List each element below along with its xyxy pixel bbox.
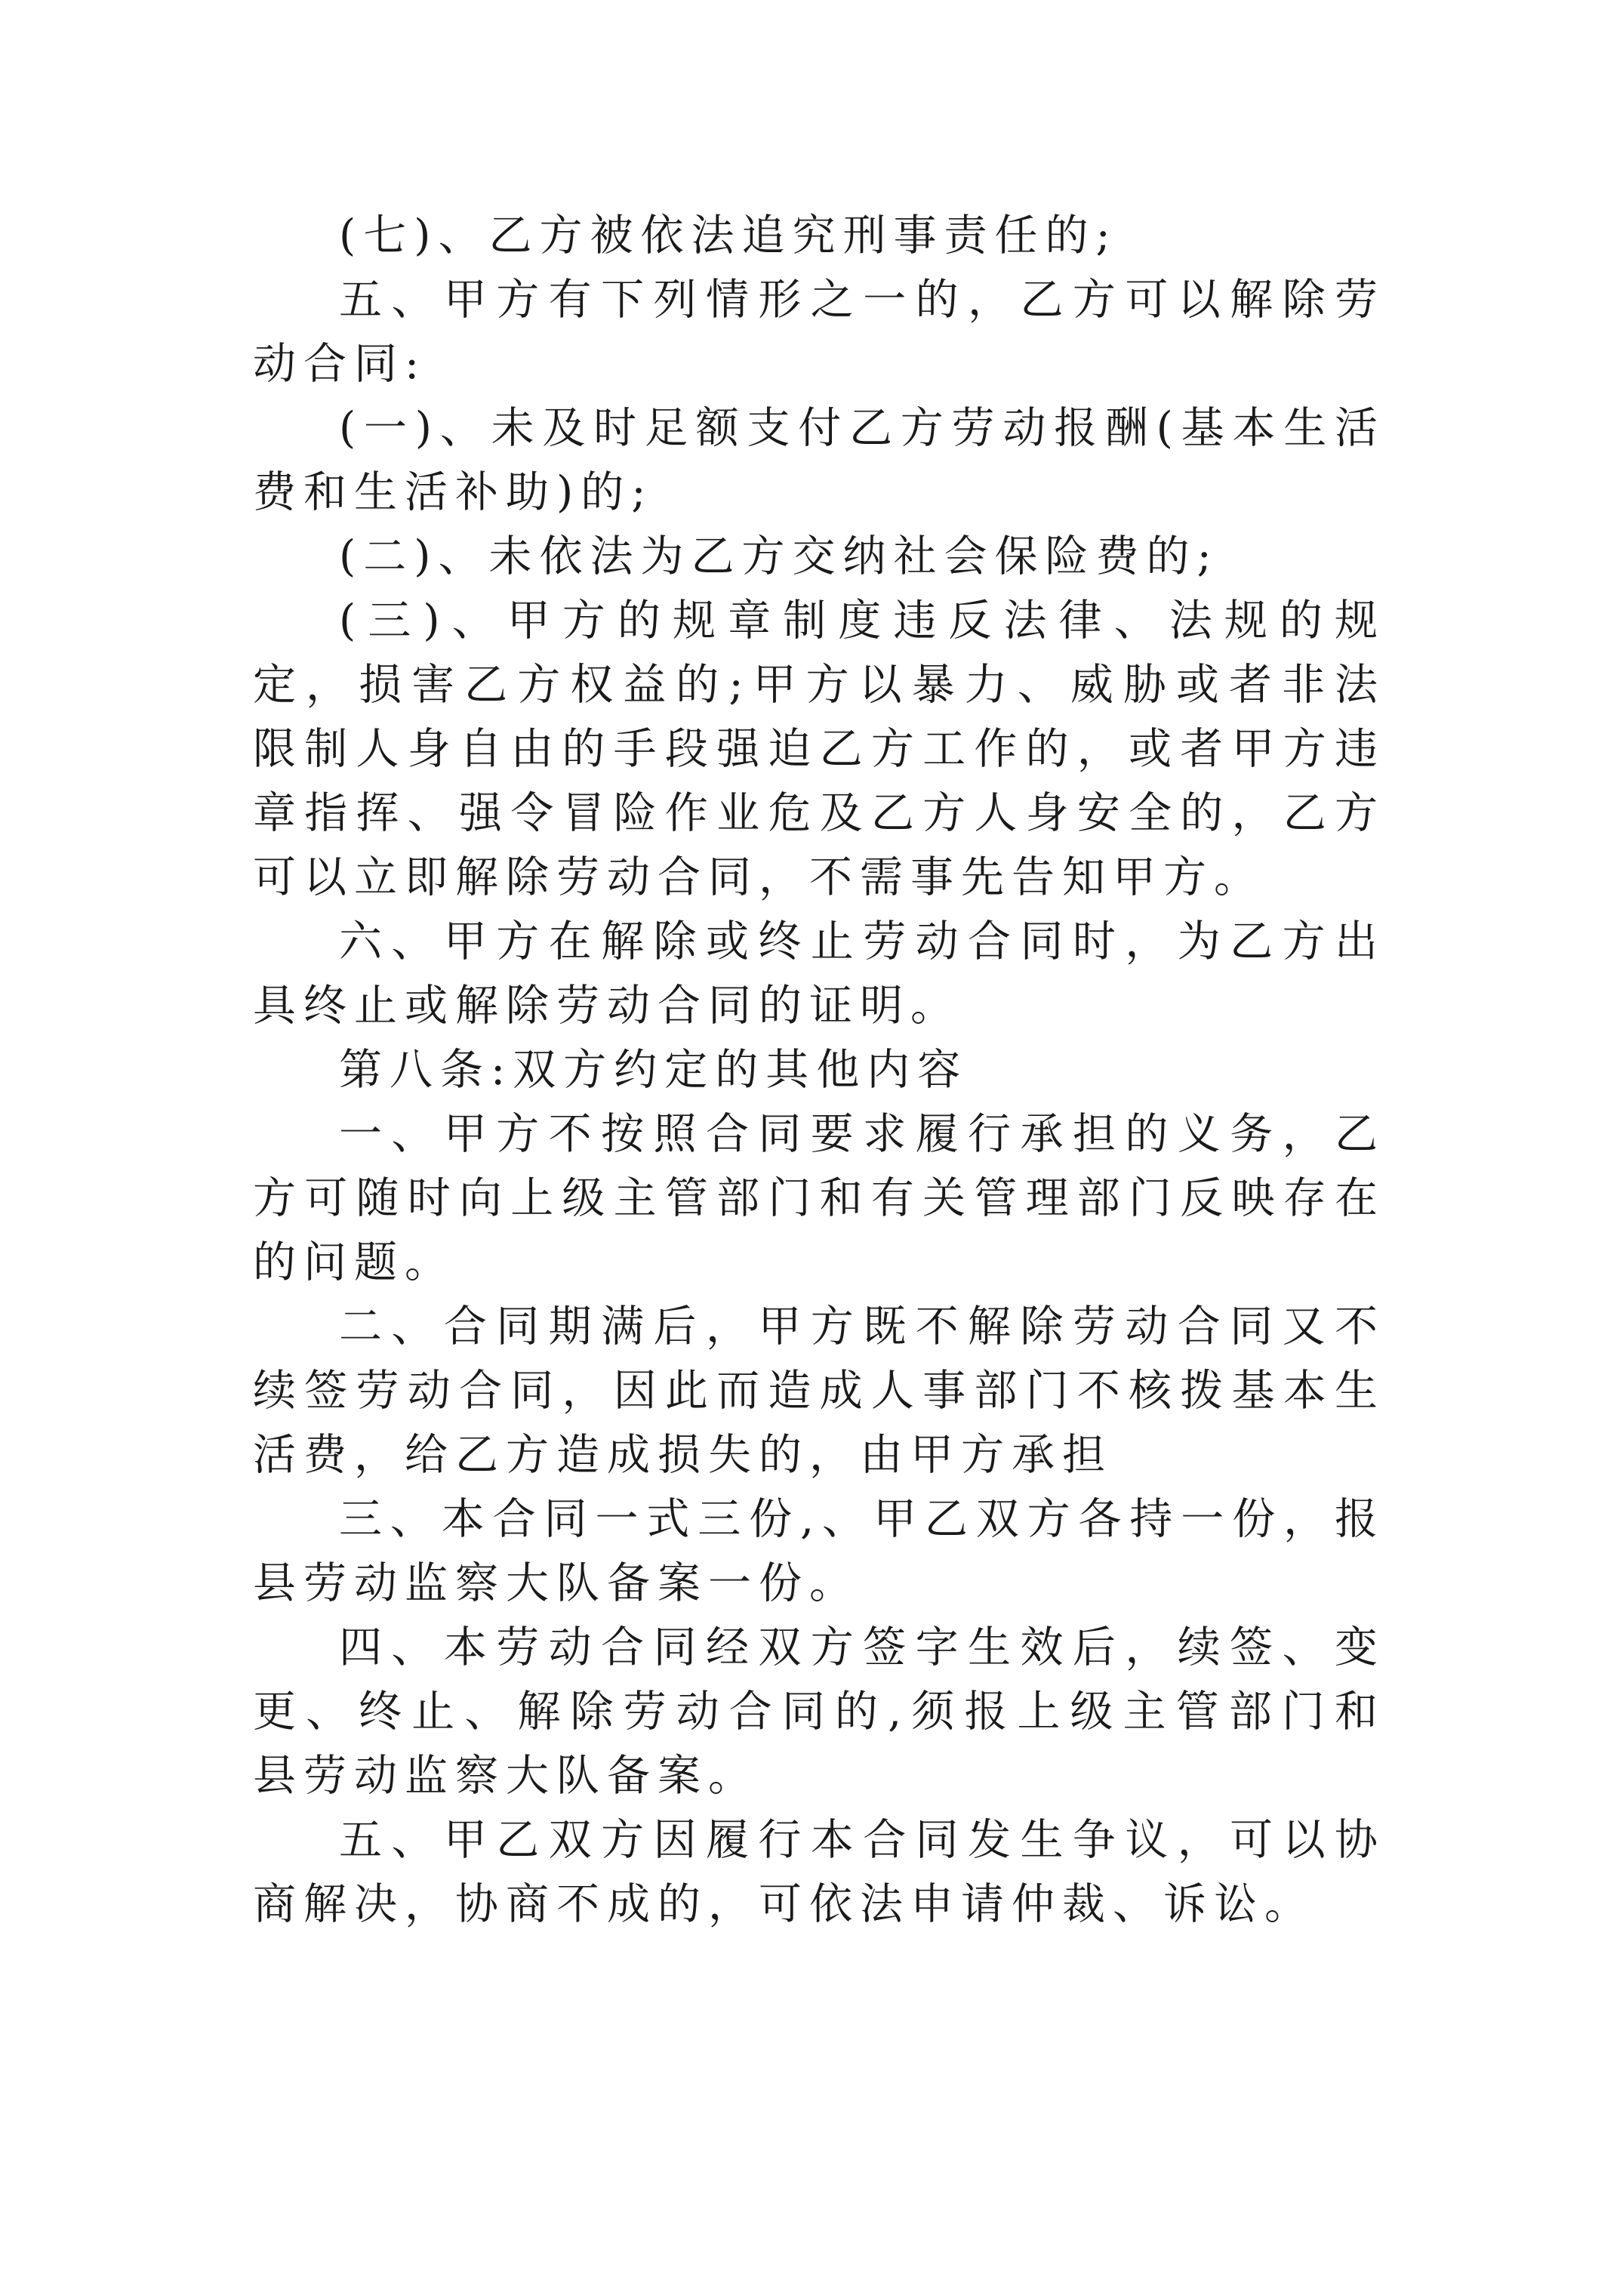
paragraph-article-8-3: 三、本合同一式三份,、甲乙双方各持一份，报县劳动监察大队备案一份。 (253, 1494, 1385, 1608)
paragraph-article-8-4: 四、本劳动合同经双方签字生效后，续签、变更、终止、解除劳动合同的,须报上级主管部门和县劳动监察大队备案。 (253, 1623, 1385, 1801)
paragraph-article-8-5: 五、甲乙双方因履行本合同发生争议，可以协商解决，协商不成的，可依法申请仲裁、诉讼。 (253, 1815, 1385, 1929)
paragraph-clause-5-1: (一)、未及时足额支付乙方劳动报酬(基本生活费和生活补助)的; (253, 403, 1385, 517)
paragraph-article-8-2: 二、合同期满后，甲方既不解除劳动合同又不续签劳动合同，因此而造成人事部门不核拨基本生活费，给乙方造成损失的，由甲方承担 (253, 1302, 1385, 1480)
document-page (253, 204, 1385, 1937)
paragraph-clause-5-3: (三)、甲方的规章制度违反法律、法规的规定，损害乙方权益的;甲方以暴力、威胁或者非法限制人身自由的手段强迫乙方工作的，或者甲方违章指挥、强令冒险作业危及乙方人身安全的，乙方可以立即解除劳动合同，不需事先告知甲方。 (253, 596, 1385, 902)
paragraph-section-5-heading: 五、甲方有下列情形之一的，乙方可以解除劳动合同: (253, 275, 1385, 389)
paragraph-clause-7-7: (七)、乙方被依法追究刑事责任的; (339, 211, 1118, 260)
paragraph-article-8-1: 一、甲方不按照合同要求履行承担的义务，乙方可随时向上级主管部门和有关管理部门反映存在的问题。 (253, 1109, 1385, 1287)
paragraph-clause-5-2: (二)、未依法为乙方交纳社会保险费的; (339, 532, 1219, 581)
paragraph-article-8-heading: 第八条:双方约定的其他内容 (339, 1045, 969, 1095)
paragraph-section-6: 六、甲方在解除或终止劳动合同时，为乙方出具终止或解除劳动合同的证明。 (253, 917, 1385, 1031)
